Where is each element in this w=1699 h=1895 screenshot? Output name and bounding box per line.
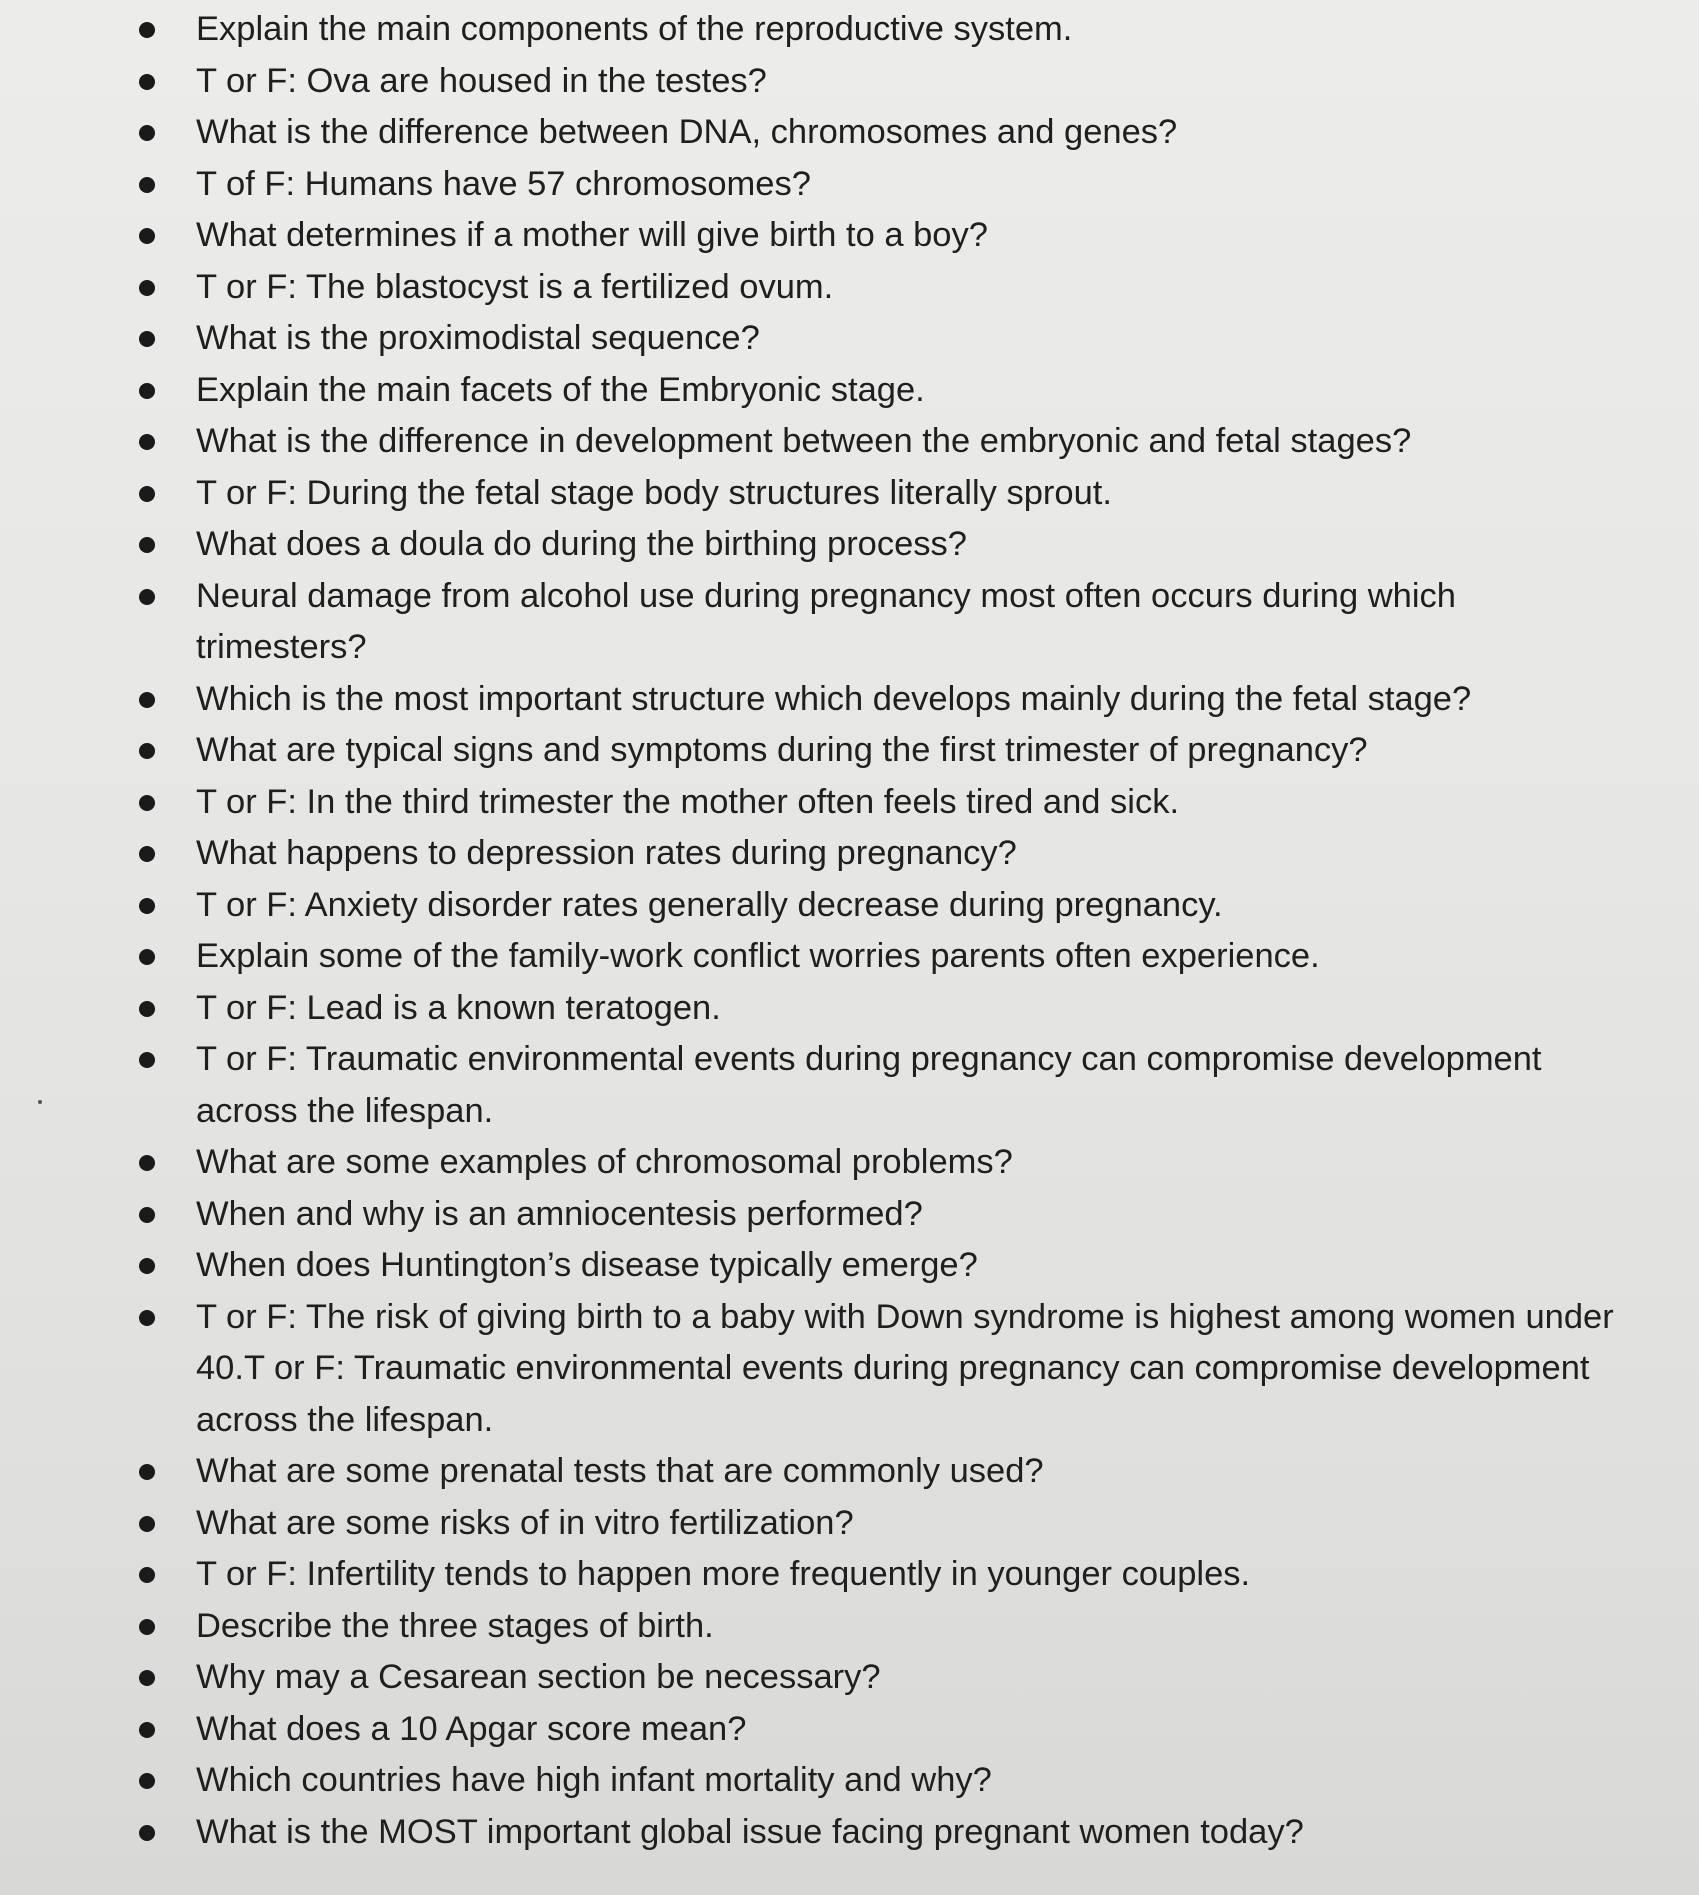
question-text: When and why is an amniocentesis performed? (196, 1194, 923, 1233)
bullet-icon (139, 1052, 155, 1068)
bullet-icon (139, 125, 155, 141)
question-item (0, 1601, 1636, 1653)
bullet-icon (139, 1670, 155, 1686)
bullet-icon (139, 74, 155, 90)
question-text: What are some prenatal tests that are commonly used? (196, 1452, 1044, 1490)
bullet-icon (139, 1155, 155, 1171)
question-text: T or F: Lead is a known teratogen. (196, 988, 721, 1027)
bullet-icon (139, 177, 155, 193)
question-item (0, 777, 1636, 829)
question-item (0, 519, 1636, 571)
bullet-icon (139, 383, 155, 399)
question-text: What is the proximodistal sequence? (196, 319, 760, 357)
question-item (0, 1755, 1636, 1807)
question-text: What are typical signs and symptoms during the first trimester of pregnancy? (196, 731, 1368, 769)
question-item (0, 1704, 1636, 1756)
question-list (0, 4, 1699, 1858)
bullet-icon (139, 1207, 155, 1223)
question-text: T or F: The blastocyst is a fertilized ovum. (196, 267, 834, 306)
question-item (0, 880, 1636, 932)
bullet-icon (139, 743, 155, 759)
question-text: Why may a Cesarean section be necessary? (196, 1658, 881, 1696)
question-item (0, 1189, 1636, 1241)
bullet-icon (139, 537, 155, 553)
question-item (0, 1498, 1636, 1550)
question-text: T of F: Humans have 57 chromosomes? (196, 164, 811, 203)
bullet-icon (139, 280, 155, 296)
question-text: Which countries have high infant mortality and why? (196, 1761, 992, 1799)
bullet-icon (139, 331, 155, 347)
question-item (0, 468, 1636, 520)
question-item (0, 674, 1636, 726)
question-text: When does Huntington’s disease typically emerge? (196, 1246, 978, 1284)
question-text: What is the MOST important global issue facing pregnant women today? (196, 1812, 1304, 1851)
question-item (0, 313, 1636, 365)
question-item (0, 571, 1636, 674)
question-item (0, 107, 1636, 159)
question-text: Describe the three stages of birth. (196, 1606, 714, 1645)
stray-mark (38, 1100, 42, 1104)
question-item (0, 983, 1636, 1035)
question-item (0, 931, 1636, 983)
question-text: T or F: The risk of giving birth to a baby with Down syndrome is highest among women under 40.T or F: Traumatic environmental events during pregnancy can compromise development across the lifespan. (196, 1297, 1614, 1439)
bullet-icon (139, 1258, 155, 1274)
question-item (0, 416, 1636, 468)
bullet-icon (139, 1464, 155, 1480)
question-text: What is the difference between DNA, chromosomes and genes? (196, 113, 1178, 151)
question-text: Explain the main facets of the Embryonic stage. (196, 370, 925, 409)
question-item (0, 365, 1636, 417)
question-text: T or F: Ova are housed in the testes? (196, 61, 767, 100)
question-item (0, 159, 1636, 211)
question-text: What happens to depression rates during pregnancy? (196, 834, 1017, 872)
question-text: What is the difference in development between the embryonic and fetal stages? (196, 422, 1412, 460)
bullet-icon (139, 846, 155, 862)
bullet-icon (139, 434, 155, 450)
question-text: What determines if a mother will give birth to a boy? (196, 216, 988, 254)
question-text: Explain some of the family-work conflict worries parents often experience. (196, 937, 1320, 975)
question-text: What does a 10 Apgar score mean? (196, 1709, 747, 1748)
bullet-icon (139, 1310, 155, 1326)
question-item (0, 828, 1636, 880)
bullet-icon (139, 1722, 155, 1738)
question-text: T or F: Anxiety disorder rates generally decrease during pregnancy. (196, 885, 1223, 924)
bullet-icon (139, 1773, 155, 1789)
bullet-icon (139, 228, 155, 244)
question-text: What does a doula do during the birthing process? (196, 525, 967, 563)
question-item (0, 1240, 1636, 1292)
question-text: T or F: Infertility tends to happen more frequently in younger couples. (196, 1555, 1251, 1593)
question-item (0, 4, 1636, 56)
question-text: T or F: In the third trimester the mother often feels tired and sick. (196, 782, 1180, 821)
question-item (0, 210, 1636, 262)
bullet-icon (139, 898, 155, 914)
question-text: T or F: Traumatic environmental events during pregnancy can compromise development across the lifespan. (196, 1040, 1542, 1130)
question-text: Explain the main components of the reproductive system. (196, 10, 1073, 48)
question-text: Which is the most important structure which develops mainly during the fetal stage? (196, 679, 1472, 718)
question-text: What are some risks of in vitro fertilization? (196, 1503, 854, 1542)
question-item (0, 1652, 1636, 1704)
bullet-icon (139, 1001, 155, 1017)
question-item (0, 1807, 1636, 1859)
bullet-icon (139, 1516, 155, 1532)
question-item (0, 1034, 1636, 1137)
bullet-icon (139, 692, 155, 708)
question-item (0, 725, 1636, 777)
bullet-icon (139, 1567, 155, 1583)
bullet-icon (139, 795, 155, 811)
question-item (0, 56, 1636, 108)
question-item (0, 1446, 1636, 1498)
bullet-icon (139, 486, 155, 502)
question-text: What are some examples of chromosomal problems? (196, 1143, 1013, 1181)
bullet-icon (139, 1825, 155, 1841)
bullet-icon (139, 1619, 155, 1635)
bullet-icon (139, 22, 155, 38)
question-item (0, 1137, 1636, 1189)
question-item (0, 262, 1636, 314)
bullet-icon (139, 949, 155, 965)
question-item (0, 1292, 1636, 1447)
bullet-icon (139, 589, 155, 605)
question-item (0, 1549, 1636, 1601)
question-text: Neural damage from alcohol use during pregnancy most often occurs during which trimesters? (196, 576, 1456, 666)
question-text: T or F: During the fetal stage body structures literally sprout. (196, 473, 1112, 512)
